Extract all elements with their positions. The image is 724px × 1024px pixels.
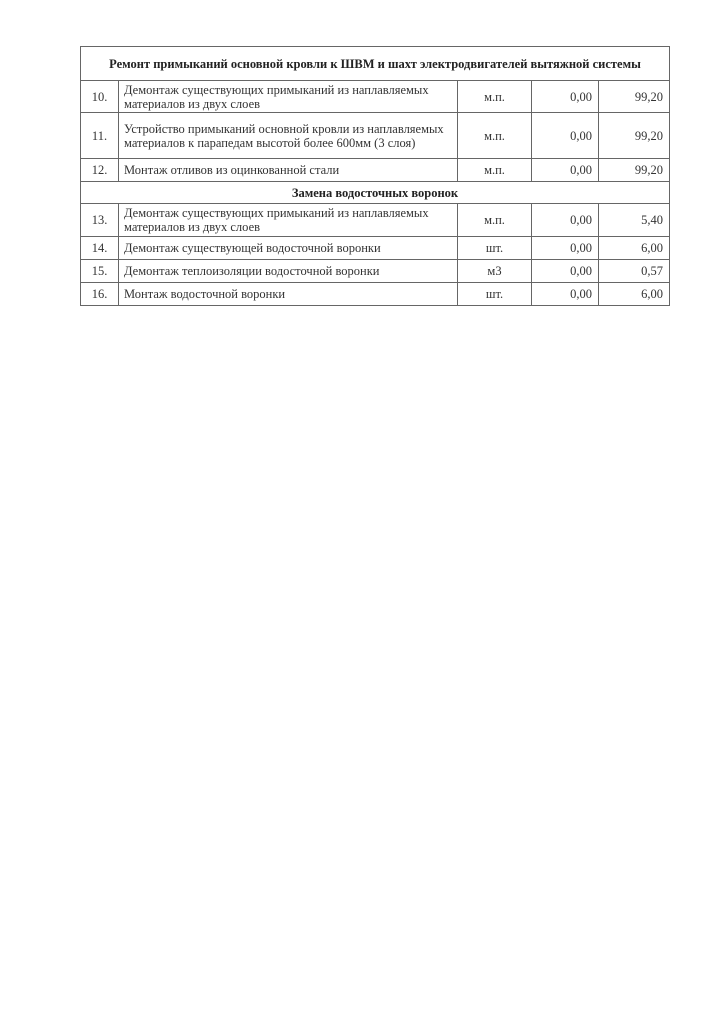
row-unit: шт. [458,283,532,306]
section-header [81,182,670,204]
row-qty2: 99,20 [599,113,670,159]
row-qty2: 5,40 [599,204,670,237]
row-number: 14. [81,237,119,260]
row-unit: м.п. [458,81,532,113]
row-qty2: 6,00 [599,237,670,260]
table-row [81,113,670,159]
row-description: Демонтаж существующих примыканий из наплавляемых материалов из двух слоев [119,204,458,237]
table-row [81,260,670,283]
table-row [81,159,670,182]
table-row [81,204,670,237]
row-number: 11. [81,113,119,159]
row-description: Демонтаж существующих примыканий из наплавляемых материалов из двух слоев [119,81,458,113]
row-qty2: 99,20 [599,81,670,113]
row-description: Монтаж водосточной воронки [119,283,458,306]
row-qty2: 6,00 [599,283,670,306]
section-title: Замена водосточных воронок [81,182,670,204]
row-number: 10. [81,81,119,113]
table-row [81,283,670,306]
row-description: Демонтаж теплоизоляции водосточной воронки [119,260,458,283]
row-qty1: 0,00 [532,260,599,283]
row-qty1: 0,00 [532,159,599,182]
row-qty2: 0,57 [599,260,670,283]
row-qty1: 0,00 [532,283,599,306]
row-unit: м.п. [458,159,532,182]
table-row [81,81,670,113]
row-qty1: 0,00 [532,237,599,260]
row-description: Демонтаж существующей водосточной воронки [119,237,458,260]
row-qty1: 0,00 [532,81,599,113]
row-unit: м.п. [458,113,532,159]
section-title: Ремонт примыканий основной кровли к ШВМ и шахт электродвигателей вытяжной системы [81,47,670,81]
row-qty1: 0,00 [532,113,599,159]
row-number: 16. [81,283,119,306]
section-header [81,47,670,81]
row-unit: м3 [458,260,532,283]
row-unit: шт. [458,237,532,260]
row-description: Монтаж отливов из оцинкованной стали [119,159,458,182]
row-number: 12. [81,159,119,182]
row-qty2: 99,20 [599,159,670,182]
works-table [80,46,670,306]
row-number: 15. [81,260,119,283]
row-number: 13. [81,204,119,237]
row-unit: м.п. [458,204,532,237]
row-description: Устройство примыканий основной кровли из наплавляемых материалов к парапедам высотой более 600мм (3 слоя) [119,113,458,159]
table-row [81,237,670,260]
row-qty1: 0,00 [532,204,599,237]
